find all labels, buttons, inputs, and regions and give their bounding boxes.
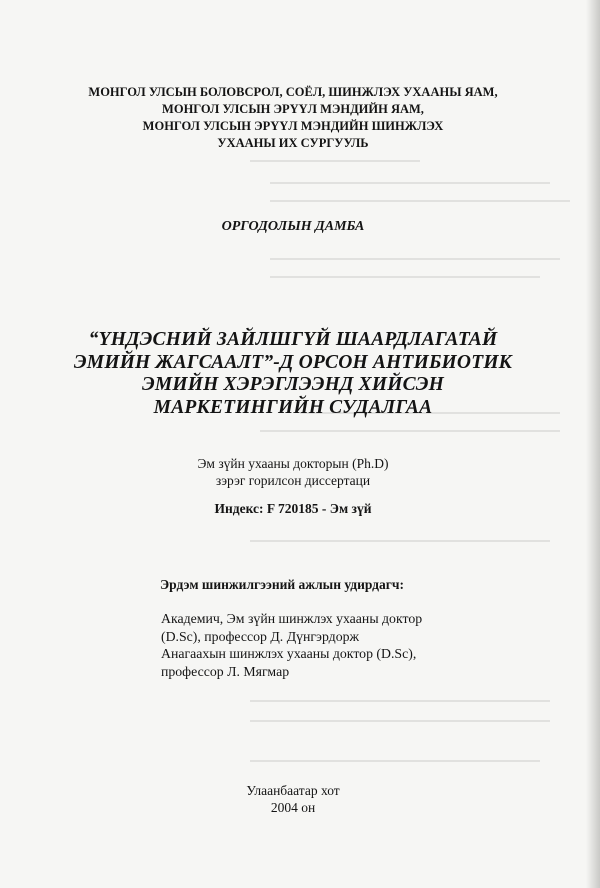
title-line: МАРКЕТИНГИЙН СУДАЛГАА xyxy=(153,396,433,418)
supervisor-line: Анагаахын шинжлэх ухааны доктор (D.Sc), xyxy=(161,646,417,661)
institution-line: МОНГОЛ УЛСЫН ЭРҮҮЛ МЭНДИЙН ЯАМ, xyxy=(162,102,424,116)
show-through-mark xyxy=(250,720,550,722)
show-through-mark xyxy=(270,258,560,260)
author-name: ОРГОДОЛЫН ДАМБА xyxy=(221,219,365,234)
supervisor-line: профессор Л. Мягмар xyxy=(161,663,290,679)
title-line: ЭМИЙН ЖАГСААЛТ”-Д ОРСОН АНТИБИОТИК xyxy=(73,351,513,373)
show-through-mark xyxy=(250,700,550,702)
show-through-mark xyxy=(250,540,550,542)
index-code: Индекс: F 720185 - Эм зүй xyxy=(214,501,372,516)
degree-line: Эм зүйн ухааны докторын (Ph.D) xyxy=(197,456,389,471)
institution-line: МОНГОЛ УЛСЫН ЭРҮҮЛ МЭНДИЙН ШИНЖЛЭХ xyxy=(142,119,444,133)
institution-header xyxy=(0,84,586,152)
show-through-mark xyxy=(260,430,560,432)
supervisor-line: Академич, Эм зүйн шинжлэх ухааны доктор xyxy=(161,611,423,626)
supervisor-line: (D.Sc), профессор Д. Дүнгэрдорж xyxy=(161,628,360,644)
degree-line: зэрэг горилсон диссертаци xyxy=(215,473,371,488)
show-through-mark xyxy=(250,760,540,762)
dissertation-title xyxy=(0,329,586,419)
show-through-mark xyxy=(270,276,540,278)
city: Улаанбаатар хот xyxy=(246,783,340,798)
place-and-year xyxy=(0,782,586,816)
supervisor-list xyxy=(161,610,422,680)
page-edge-shadow xyxy=(586,0,600,888)
show-through-mark xyxy=(250,160,420,162)
institution-line: УХААНЫ ИХ СУРГУУЛЬ xyxy=(217,136,369,150)
show-through-mark xyxy=(270,182,550,184)
degree-statement xyxy=(0,455,586,489)
year: 2004 он xyxy=(270,800,316,815)
title-line: ЭМИЙН ХЭРЭГЛЭЭНД ХИЙСЭН xyxy=(141,374,445,395)
title-line: “ҮНДЭСНИЙ ЗАЙЛШГҮЙ ШААРДЛАГАТАЙ xyxy=(88,329,498,350)
show-through-mark xyxy=(270,200,570,202)
institution-line: МОНГОЛ УЛСЫН БОЛОВСРОЛ, СОЁЛ, ШИНЖЛЭХ УХААНЫ ЯАМ, xyxy=(88,85,498,99)
supervisor-heading: Эрдэм шинжилгээний ажлын удирдагч: xyxy=(160,577,405,592)
